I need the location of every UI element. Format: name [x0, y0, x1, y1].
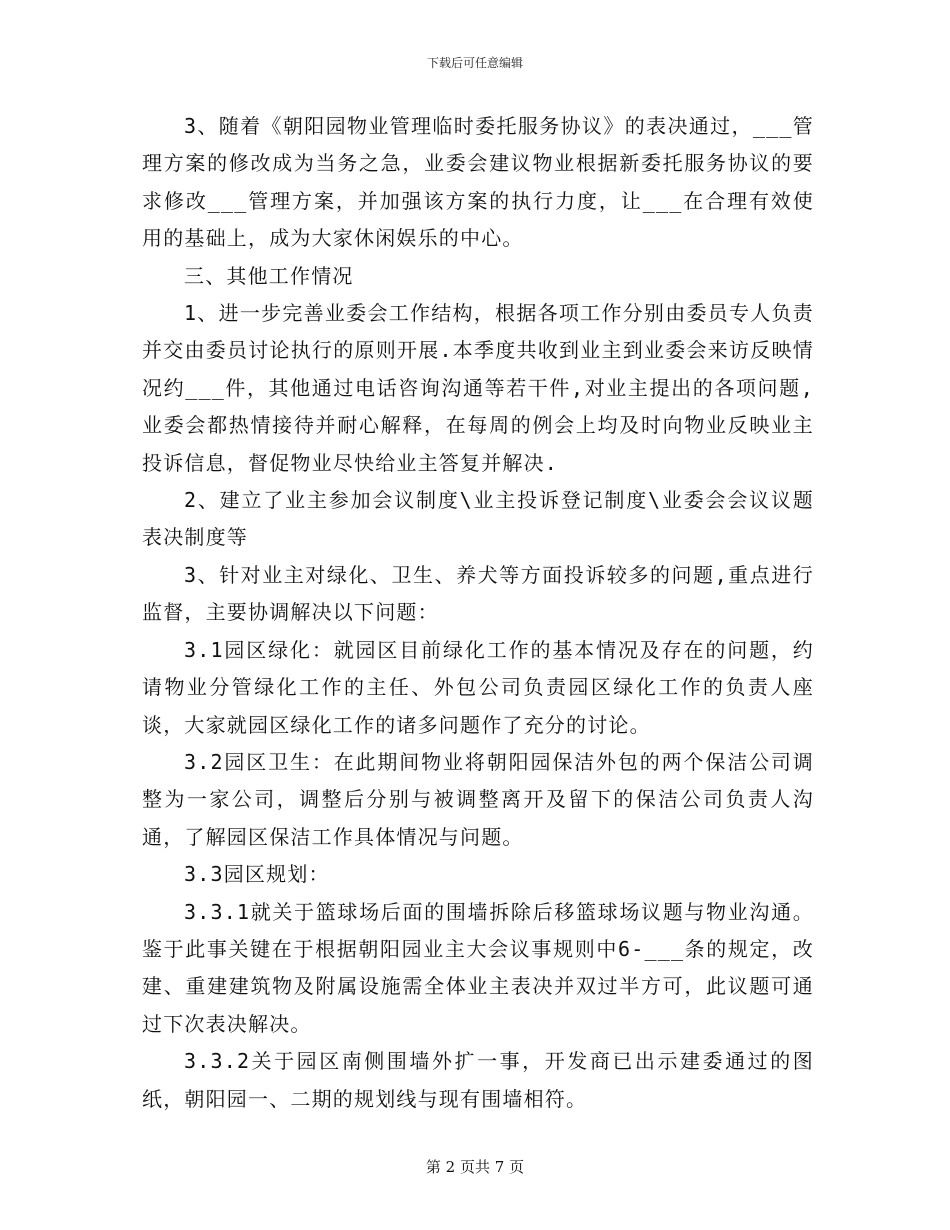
page-footer: 第 2 页共 7 页 [425, 1158, 525, 1176]
paragraph-3-3-1-basketball: 3.3.1就关于篮球场后面的围墙拆除后移篮球场议题与物业沟通。鉴于此事关键在于根据朝阳园业主大会议事规则中6-___条的规定，改建、重建建筑物及附属设施需全体业主表决并双过半方可，此议题可通过下次表决解决。 [142, 899, 814, 1036]
paragraph-3-3-planning: 3.3园区规划： [184, 862, 330, 887]
paragraph-item3-management-plan: 3、随着《朝阳园物业管理临时委托服务协议》的表决通过，___管理方案的修改成为当务之急，业委会建议物业根据新委托服务协议的要求修改___管理方案，并加强该方案的执行力度，让___在合理有效使用的基础上，成为大家休闲娱乐的中心。 [142, 114, 814, 251]
section-heading-other-work: 三、其他工作情况 [184, 263, 354, 288]
paragraph-item1-structure: 1、进一步完善业委会工作结构，根据各项工作分别由委员专人负责并交由委员讨论执行的原则开展.本季度共收到业主到业委会来访反映情况约___件，其他通过电话咨询沟通等若干件,对业主提出的各项问题,业委会都热情接待并耐心解释，在每周的例会上均及时向物业反映业主投诉信息，督促物业尽快给业主答复并解决. [142, 301, 814, 475]
document-body [142, 108, 814, 1118]
paragraph-item3-complaints: 3、针对业主对绿化、卫生、养犬等方面投诉较多的问题,重点进行监督，主要协调解决以下问题： [142, 562, 814, 625]
paragraph-3-3-2-south-wall: 3.3.2关于园区南侧围墙外扩一事，开发商已出示建委通过的图纸，朝阳园一、二期的规划线与现有围墙相符。 [142, 1049, 814, 1111]
paragraph-3-1-greening: 3.1园区绿化：就园区目前绿化工作的基本情况及存在的问题，约请物业分管绿化工作的主任、外包公司负责园区绿化工作的负责人座谈，大家就园区绿化工作的诸多问题作了充分的讨论。 [142, 637, 814, 737]
paragraph-3-2-sanitation: 3.2园区卫生：在此期间物业将朝阳园保洁外包的两个保洁公司调整为一家公司，调整后分别与被调整离开及留下的保洁公司负责人沟通，了解园区保洁工作具体情况与问题。 [142, 749, 814, 849]
paragraph-item2-systems: 2、建立了业主参加会议制度\业主投诉登记制度\业委会会议议题表决制度等 [142, 488, 814, 550]
page-header: 下载后可任意编辑 [426, 56, 523, 70]
